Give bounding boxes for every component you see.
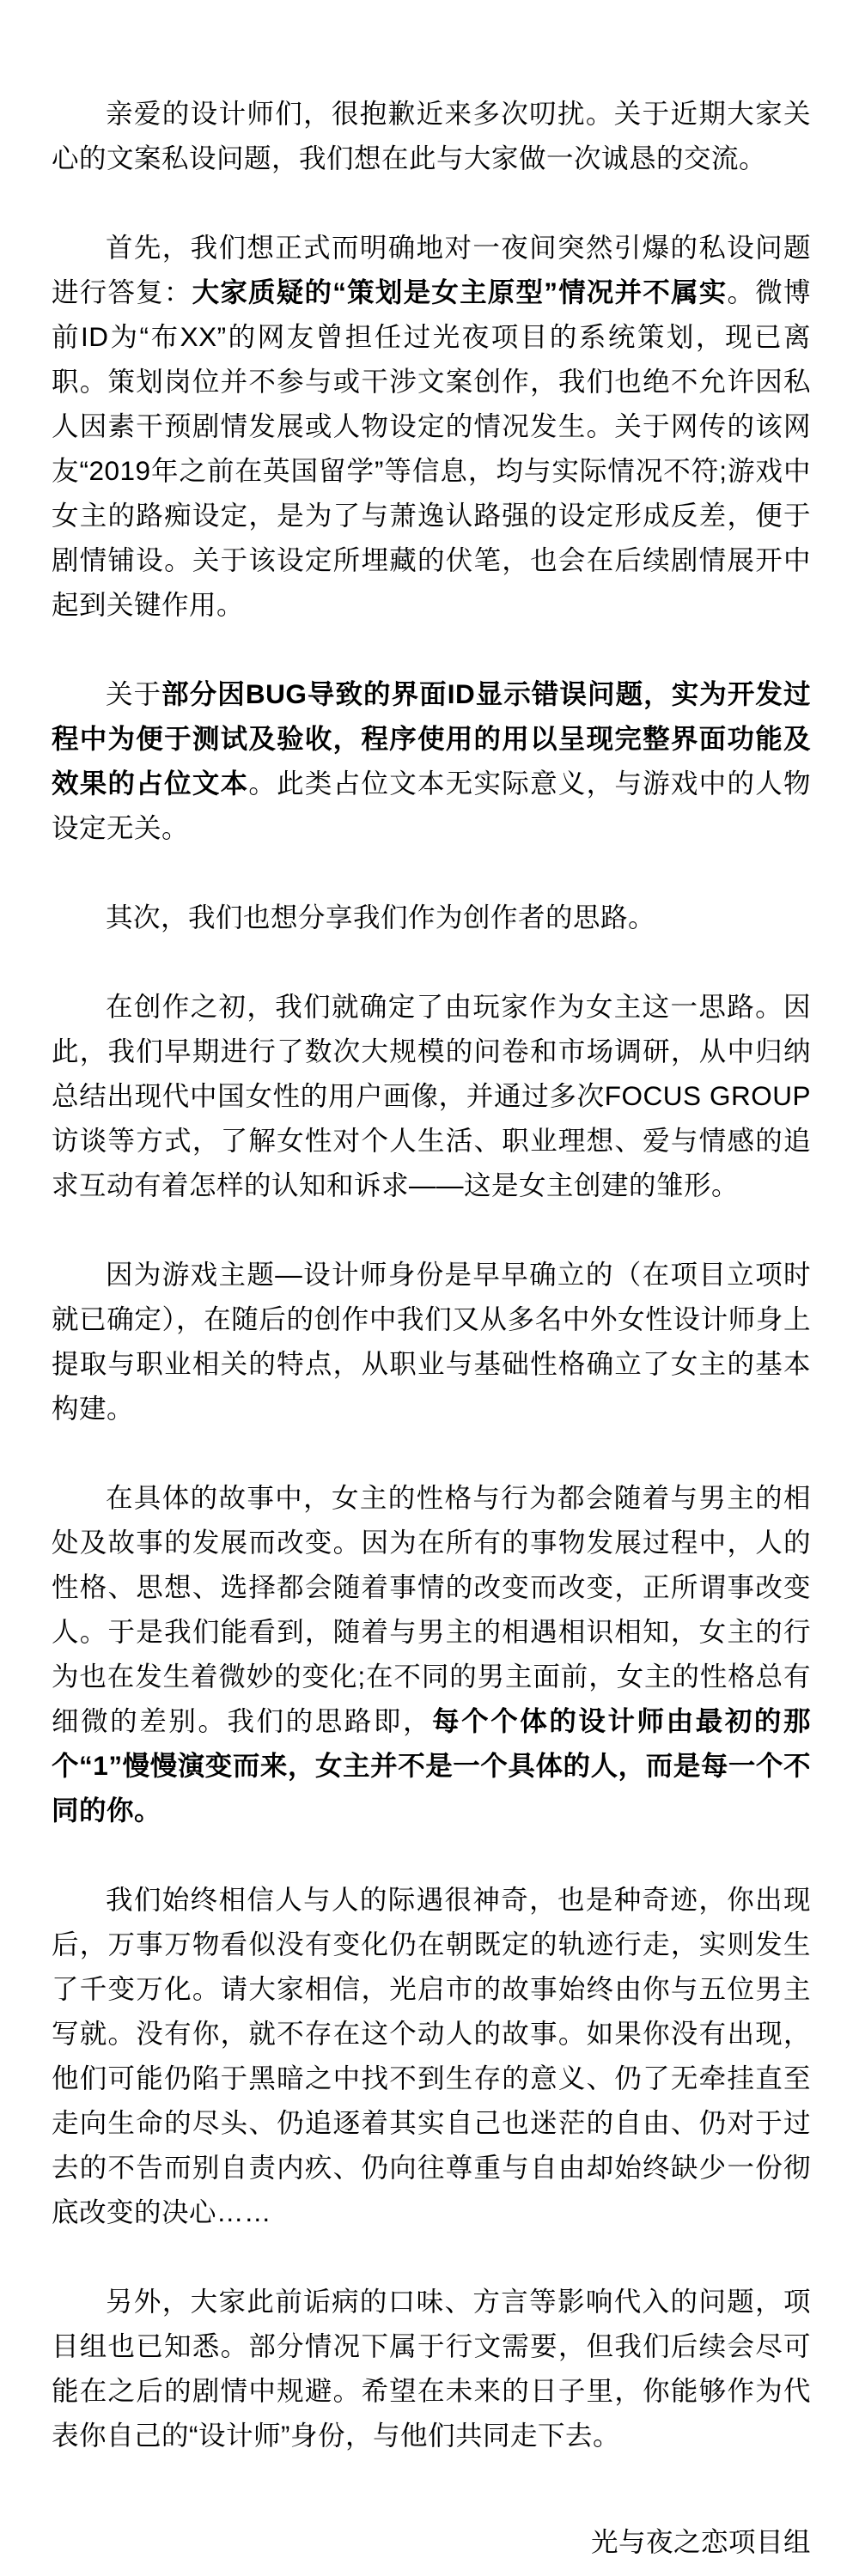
text-segment: 另外，大家此前诟病的口味、方言等影响代入的问题，项目组也已知悉。部分情况下属于行文需要，但我们后续会尽可能在之后的剧情中规避。希望在未来的日子里，你能够作为代表你自己的“设计师”身份，与他们共同走下去。 <box>52 2286 811 2451</box>
text-segment: 。此类占位文本无实际意义，与游戏中的人物设定无关。 <box>52 768 811 843</box>
paragraph <box>52 1877 811 2234</box>
paragraph <box>52 91 811 180</box>
text-segment: 在具体的故事中，女主的性格与行为都会随着与男主的相处及故事的发展而改变。因为在所有的事物发展过程中，人的性格、思想、选择都会随着事情的改变而改变，正所谓事改变人。于是我们能看到，随着与男主的相遇相识相知，女主的行为也在发生着微妙的变化;在不同的男主面前，女主的性格总有细微的差别。我们的思路即， <box>52 1482 811 1736</box>
letter-paragraphs <box>52 91 811 2458</box>
signature: 光与夜之恋项目组 <box>590 2526 811 2557</box>
bold-text-segment: 部分因BUG导致的界面ID显示错误问题，实为开发过程中为便于测试及验收，程序使用的用以呈现完整界面功能及效果的占位文本 <box>52 678 811 799</box>
text-segment: 首先，我们想正式而明确地对一夜间突然引爆的私设问题进行答复： <box>52 232 811 307</box>
text-segment: 亲爱的设计师们，很抱歉近来多次叨扰。关于近期大家关心的文案私设问题，我们想在此与大家做一次诚恳的交流。 <box>52 98 811 173</box>
paragraph <box>52 225 811 627</box>
text-segment: 因为游戏主题—设计师身份是早早确立的（在项目立项时就已确定），在随后的创作中我们又从多名中外女性设计师身上提取与职业相关的特点，从职业与基础性格确立了女主的基本构建。 <box>52 1259 811 1424</box>
paragraph <box>52 1475 811 1832</box>
paragraph <box>52 671 811 850</box>
bold-text-segment: 大家质疑的“策划是女主原型”情况并不属实 <box>192 276 728 307</box>
text-segment: 在创作之初，我们就确定了由玩家作为女主这一思路。因此，我们早期进行了数次大规模的问卷和市场调研，从中归纳总结出现代中国女性的用户画像，并通过多次FOCUS GROUP访谈等方式，了解女性对个人生活、职业理想、爱与情感的追求互动有着怎样的认知和诉求——这是女主创建的雏形。 <box>52 991 811 1200</box>
paragraph <box>52 2279 811 2458</box>
text-segment: 关于 <box>106 678 162 709</box>
text-segment: 其次，我们也想分享我们作为创作者的思路。 <box>106 902 656 933</box>
text-segment: 我们始终相信人与人的际遇很神奇，也是种奇迹，你出现后，万事万物看似没有变化仍在朝既定的轨迹行走，实则发生了千变万化。请大家相信，光启市的故事始终由你与五位男主写就。没有你，就不存在这个动人的故事。如果你没有出现，他们可能仍陷于黑暗之中找不到生存的意义、仍了无牵挂直至走向生命的尽头、仍追逐着其实自己也迷茫的自由、仍对于过去的不告而别自责内疚、仍向往尊重与自由却始终缺少一份彻底改变的决心…… <box>52 1884 811 2227</box>
paragraph <box>52 984 811 1207</box>
paragraph <box>52 1252 811 1431</box>
bold-text-segment: 每个个体的设计师由最初的那个“1”慢慢演变而来，女主并不是一个具体的人，而是每一个不同的你。 <box>52 1705 811 1826</box>
paragraph <box>52 895 811 939</box>
text-segment: 。微博前ID为“布XX”的网友曾担任过光夜项目的系统策划，现已离职。策划岗位并不参与或干涉文案创作，我们也绝不允许因私人因素干预剧情发展或人物设定的情况发生。关于网传的该网友“2019年之前在英国留学”等信息，均与实际情况不符;游戏中女主的路痴设定，是为了与萧逸认路强的设定形成反差，便于剧情铺设。关于该设定所埋藏的伏笔，也会在后续剧情展开中起到关键作用。 <box>52 276 811 620</box>
